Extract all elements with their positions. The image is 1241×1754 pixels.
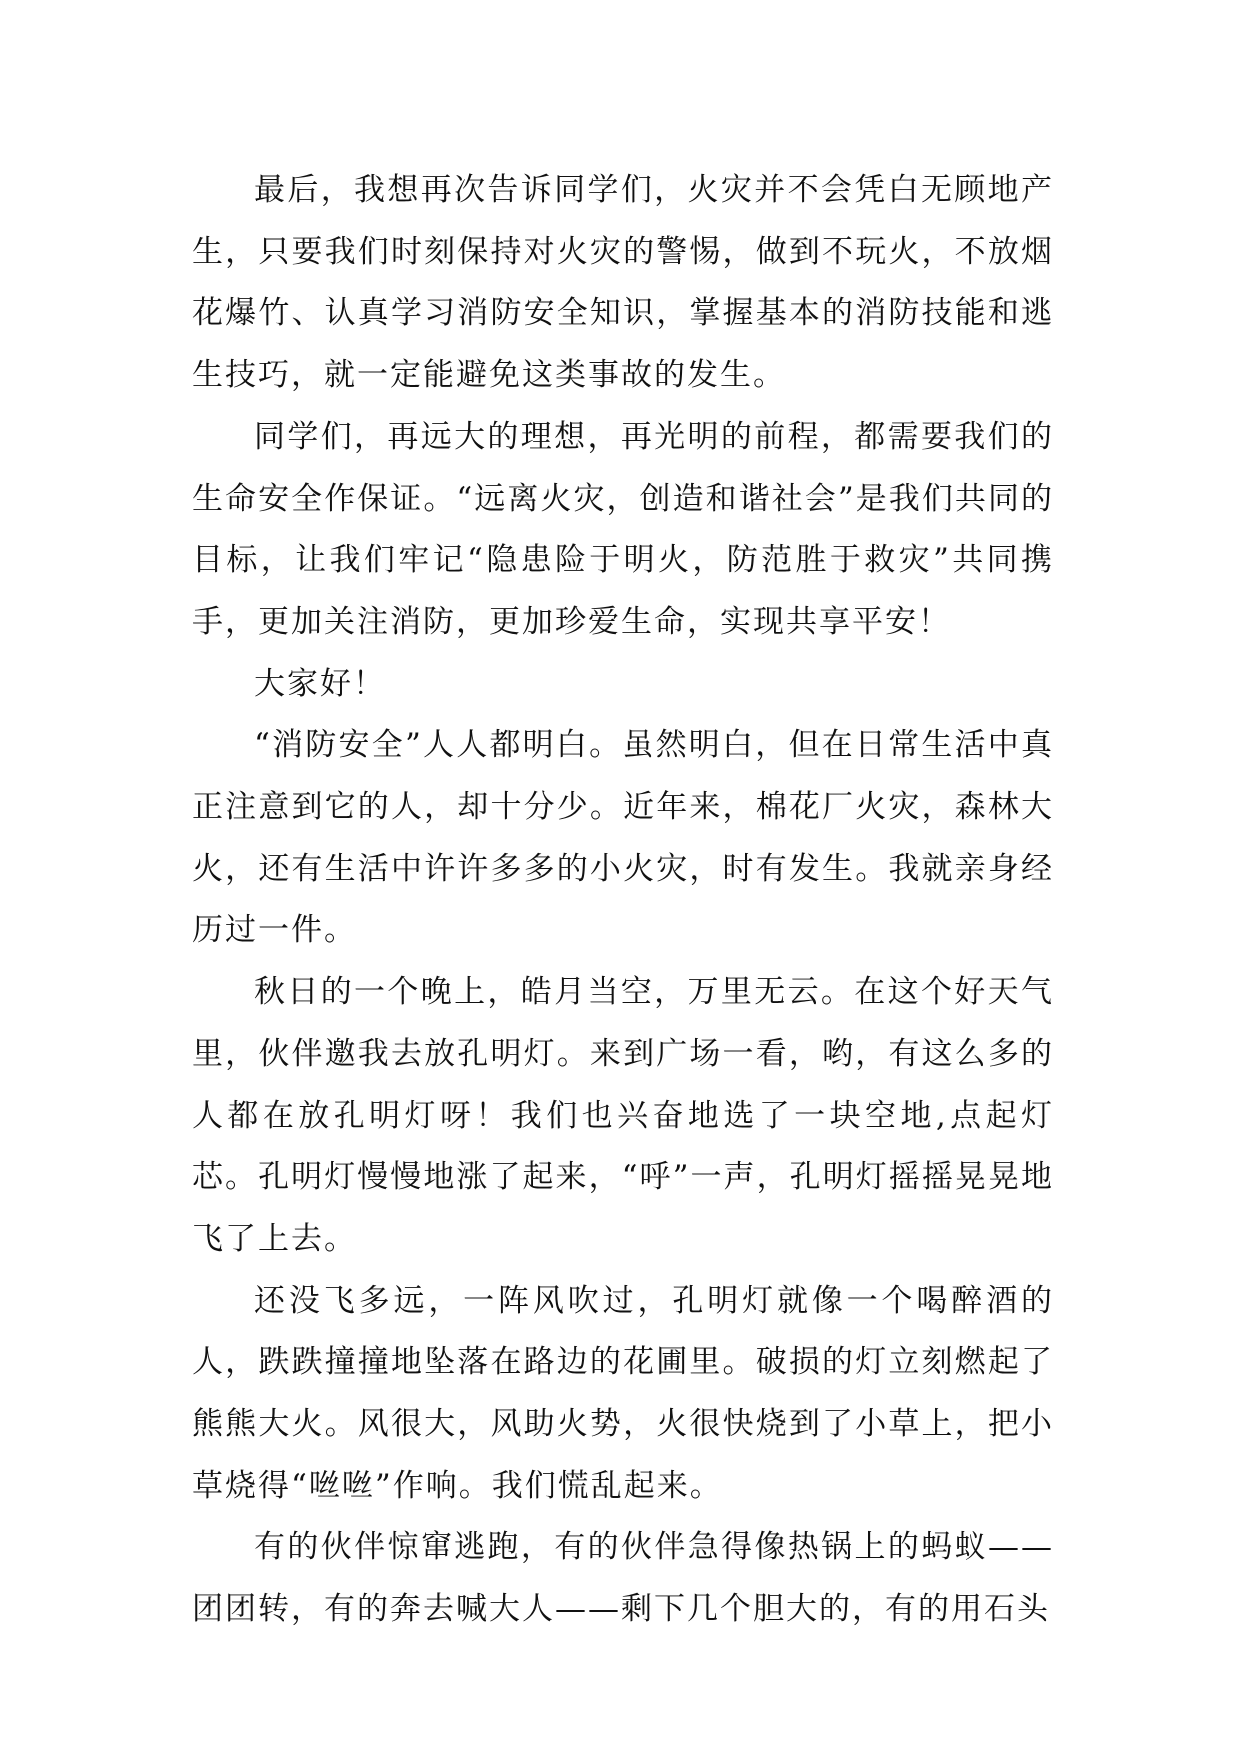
paragraph-4: “消防安全”人人都明白。虽然明白，但在日常生活中真正注意到它的人，却十分少。近年来，棉花厂火灾，森林大火，还有生活中许许多多的小火灾，时有发生。我就亲身经历过一件。 [192, 727, 1054, 949]
paragraph-7: 有的伙伴惊窜逃跑，有的伙伴急得像热锅上的蚂蚁——团团转，有的奔去喊大人——剩下几个胆大的，有的用石头 [192, 1529, 1054, 1628]
paragraph-3: 大家好！ [254, 665, 386, 702]
paragraph-6: 还没飞多远，一阵风吹过，孔明灯就像一个喝醉酒的人，跌跌撞撞地坠落在路边的花圃里。破损的灯立刻燃起了熊熊大火。风很大，风助火势，火很快烧到了小草上，把小草烧得“咝咝”作响。我们慌乱起来。 [192, 1282, 1054, 1504]
paragraph-2: 同学们，再远大的理想，再光明的前程，都需要我们的生命安全作保证。“远离火灾，创造和谐社会”是我们共同的目标，让我们牢记“隐患险于明火，防范胜于救灾”共同携手，更加关注消防，更加珍爱生命，实现共享平安！ [192, 418, 1054, 640]
paragraph-5: 秋日的一个晚上，皓月当空，万里无云。在这个好天气里，伙伴邀我去放孔明灯。来到广场一看，哟，有这么多的人都在放孔明灯呀！我们也兴奋地选了一块空地,点起灯芯。孔明灯慢慢地涨了起来，“呼”一声，孔明灯摇摇晃晃地飞了上去。 [192, 974, 1054, 1257]
paragraph-1: 最后，我想再次告诉同学们，火灾并不会凭白无顾地产生，只要我们时刻保持对火灾的警惕，做到不玩火，不放烟花爆竹、认真学习消防安全知识，掌握基本的消防技能和逃生技巧，就一定能避免这类事故的发生。 [192, 172, 1054, 394]
document-body [192, 160, 1054, 1641]
